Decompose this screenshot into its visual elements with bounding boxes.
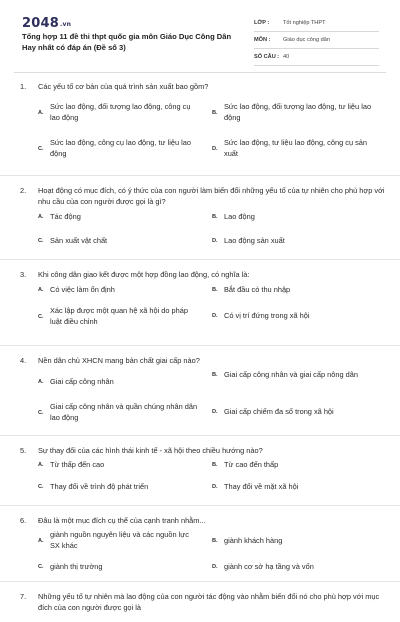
meta-question-count: [254, 49, 379, 66]
answer-option-d[interactable]: [212, 138, 372, 159]
answer-option-d[interactable]: [212, 482, 372, 493]
question-body: Nền dân chủ XHCN mang bản chất giai cấp nào?: [38, 356, 200, 365]
option-letter: B.: [212, 287, 218, 294]
option-letter: D.: [212, 484, 218, 491]
option-text: Sức lao động, tư liệu lao động, công cụ sản xuất: [224, 138, 368, 158]
question-text: [20, 445, 385, 456]
meta-subject: [254, 32, 379, 49]
question-item: [0, 72, 400, 176]
option-letter: A.: [38, 287, 44, 294]
answer-option-c[interactable]: [38, 236, 198, 247]
option-letter: D.: [212, 238, 218, 245]
question-number: 7.: [20, 592, 27, 601]
option-text: giành cơ sở hạ tầng và vốn: [224, 562, 314, 571]
answer-option-d[interactable]: [212, 407, 372, 418]
option-text: giành khách hàng: [224, 536, 283, 545]
answer-option-b[interactable]: [212, 285, 372, 296]
option-text: Bắt đầu có thu nhập: [224, 285, 291, 294]
question-body: Các yếu tố cơ bản của quá trình sản xuất bao gồm?: [38, 82, 209, 91]
answer-option-d[interactable]: [212, 236, 372, 247]
answer-option-a[interactable]: [38, 460, 198, 471]
option-letter: C.: [38, 564, 44, 571]
question-text: [20, 81, 385, 92]
question-body: Sự thay đổi của các hình thái kinh tế - xã hội theo chiều hướng nào?: [38, 446, 263, 455]
meta-label: MÔN :: [254, 37, 271, 43]
answer-option-a[interactable]: [38, 102, 198, 123]
option-text: Thay đổi về trình độ phát triển: [50, 482, 149, 491]
option-letter: B.: [212, 462, 218, 469]
question-item: [0, 346, 400, 436]
option-letter: A.: [38, 214, 44, 221]
answer-option-b[interactable]: [212, 370, 372, 381]
answer-option-a[interactable]: [38, 212, 198, 223]
site-logo[interactable]: [22, 16, 71, 31]
option-letter: C.: [38, 409, 44, 416]
question-item: [0, 506, 400, 582]
question-number: 4.: [20, 356, 27, 365]
option-text: Giai cấp công nhân: [50, 377, 114, 386]
option-letter: B.: [212, 538, 218, 545]
document-title: Tổng hợp 11 đề thi thpt quốc gia môn Giáo Dục Công Dân Hay nhất có đáp án (Đề số 3): [22, 32, 232, 52]
option-text: Thay đổi về mặt xã hội: [224, 482, 299, 491]
answer-option-a[interactable]: [38, 377, 198, 388]
option-text: Tác động: [50, 212, 81, 221]
option-text: Sức lao động, đối tượng lao động, tư liệu lao động: [224, 102, 372, 122]
question-text: [20, 269, 385, 280]
option-text: Sản xuất vật chất: [50, 236, 108, 245]
question-body: Những yếu tố tự nhiên mà lao động của con người tác động vào nhằm biến đổi nó cho phù hợp với mục đích của con người được gọi là: [38, 592, 380, 612]
answer-option-a[interactable]: [38, 530, 198, 551]
option-letter: C.: [38, 313, 44, 320]
logo-text: 2048: [22, 16, 59, 31]
option-letter: A.: [38, 537, 44, 544]
document-meta: [254, 15, 379, 66]
meta-label: LỚP :: [254, 20, 270, 26]
question-text: [20, 355, 385, 366]
option-letter: C.: [38, 484, 44, 491]
question-number: 6.: [20, 516, 27, 525]
answer-option-c[interactable]: [38, 138, 198, 159]
option-letter: D.: [212, 145, 218, 152]
question-list: [0, 72, 400, 612]
option-text: Từ thấp đến cao: [50, 460, 105, 469]
meta-class: [254, 15, 379, 32]
answer-option-c[interactable]: [38, 306, 198, 327]
answer-option-a[interactable]: [38, 285, 198, 296]
question-text: [20, 185, 385, 207]
option-letter: A.: [38, 379, 44, 386]
question-item: [0, 582, 400, 622]
option-text: giành nguồn nguyên liệu và các nguồn lực SX khác: [50, 530, 189, 550]
question-body: Hoạt động có mục đích, có ý thức của con người làm biến đổi những yếu tố của tự nhiên cho phù hợp với nhu cầu của con người được gọi là gì?: [38, 186, 385, 206]
option-text: Sức lao động, công cụ lao động, tư liệu lao động: [50, 138, 191, 158]
answer-option-c[interactable]: [38, 562, 198, 573]
option-text: Xác lập được một quan hệ xã hội do pháp luật điều chỉnh: [50, 306, 188, 326]
option-text: Lao động sản xuất: [224, 236, 285, 245]
meta-label: SỐ CÂU :: [254, 54, 280, 60]
option-letter: D.: [212, 564, 218, 571]
option-letter: D.: [212, 409, 218, 416]
option-text: Giai cấp công nhân và quần chúng nhân dân lao động: [50, 402, 198, 422]
question-body: Khi công dân giao kết được một hợp đồng lao động, có nghĩa là:: [38, 270, 250, 279]
question-item: [0, 260, 400, 346]
answer-option-c[interactable]: [38, 482, 198, 493]
meta-value: Tốt nghiệp THPT: [283, 20, 326, 26]
answer-option-c[interactable]: [38, 402, 198, 423]
question-number: 3.: [20, 270, 27, 279]
answer-option-d[interactable]: [212, 562, 372, 573]
option-letter: B.: [212, 109, 218, 116]
question-text: [20, 515, 385, 526]
option-text: Có vị trí đứng trong xã hội: [224, 311, 310, 320]
question-number: 5.: [20, 446, 27, 455]
option-text: Giai cấp công nhân và giai cấp nông dân: [224, 370, 358, 379]
page-header: [0, 0, 400, 68]
option-letter: B.: [212, 214, 218, 221]
option-letter: A.: [38, 109, 44, 116]
option-text: Sức lao động, đối tượng lao động, công cụ lao động: [50, 102, 191, 122]
option-letter: A.: [38, 462, 44, 469]
option-text: Lao động: [224, 212, 255, 221]
logo-suffix: .vn: [59, 21, 72, 28]
option-text: Giai cấp chiếm đa số trong xã hội: [224, 407, 334, 416]
option-text: giành thị trường: [50, 562, 103, 571]
question-item: [0, 176, 400, 260]
answer-option-b[interactable]: [212, 212, 372, 223]
question-number: 2.: [20, 186, 27, 195]
answer-option-d[interactable]: [212, 311, 372, 322]
option-text: Có việc làm ổn định: [50, 285, 115, 294]
option-letter: D.: [212, 313, 218, 320]
option-letter: B.: [212, 372, 218, 379]
option-letter: C.: [38, 145, 44, 152]
question-text: [20, 591, 385, 613]
option-text: Từ cao đến thấp: [224, 460, 279, 469]
answer-option-b[interactable]: [212, 460, 372, 471]
answer-option-b[interactable]: [212, 102, 372, 123]
question-item: [0, 436, 400, 506]
question-body: Đâu là một mục đích cụ thể của cạnh tranh nhằm...: [38, 516, 206, 525]
question-number: 1.: [20, 82, 27, 91]
option-letter: C.: [38, 238, 44, 245]
meta-value: 40: [283, 54, 290, 60]
meta-value: Giáo dục công dân: [283, 37, 330, 43]
answer-option-b[interactable]: [212, 536, 372, 547]
